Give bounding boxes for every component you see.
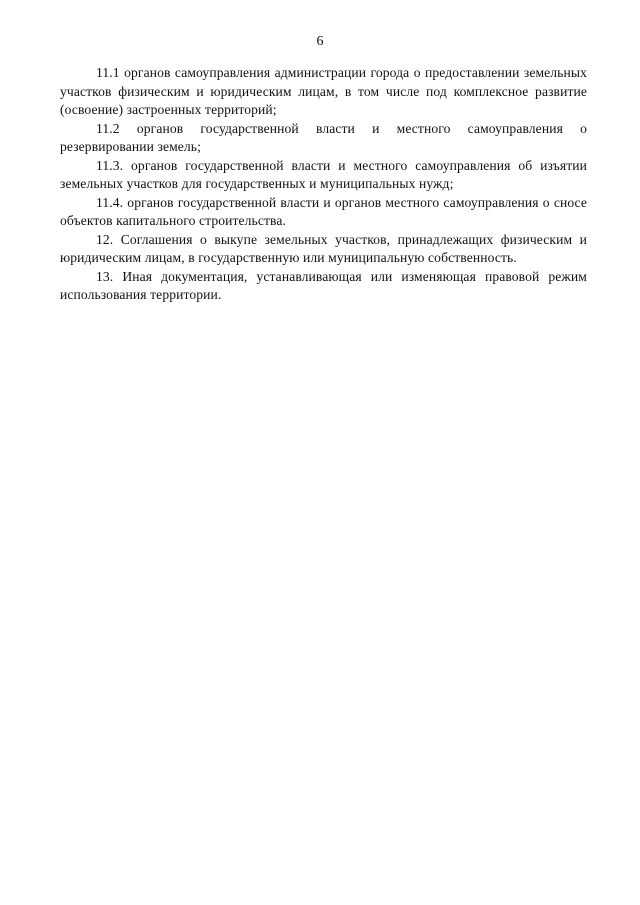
paragraph-11-1: 11.1 органов самоуправления администрации города о предоставлении земельных участков физическим и юридическим лицам, в том числе под комплексное развитие (освоение) застроенных территорий;	[60, 65, 587, 117]
paragraph-12: 12. Соглашения о выкупе земельных участков, принадлежащих физическим и юридическим лицам, в государственную или муниципальную собственность.	[60, 231, 587, 265]
paragraph-13: 13. Иная документация, устанавливающая или изменяющая правовой режим использования территории.	[60, 268, 587, 302]
document-body	[60, 64, 587, 305]
paragraph-11-4: 11.4. органов государственной власти и органов местного самоуправления о сносе объектов капитального строительства.	[60, 194, 587, 228]
paragraph-11-2: 11.2 органов государственной власти и местного самоуправления о резервировании земель;	[60, 120, 587, 154]
paragraph-11-3: 11.3. органов государственной власти и местного самоуправления об изъятии земельных участков для государственных и муниципальных нужд;	[60, 157, 587, 191]
page-number: 6	[316, 34, 324, 49]
